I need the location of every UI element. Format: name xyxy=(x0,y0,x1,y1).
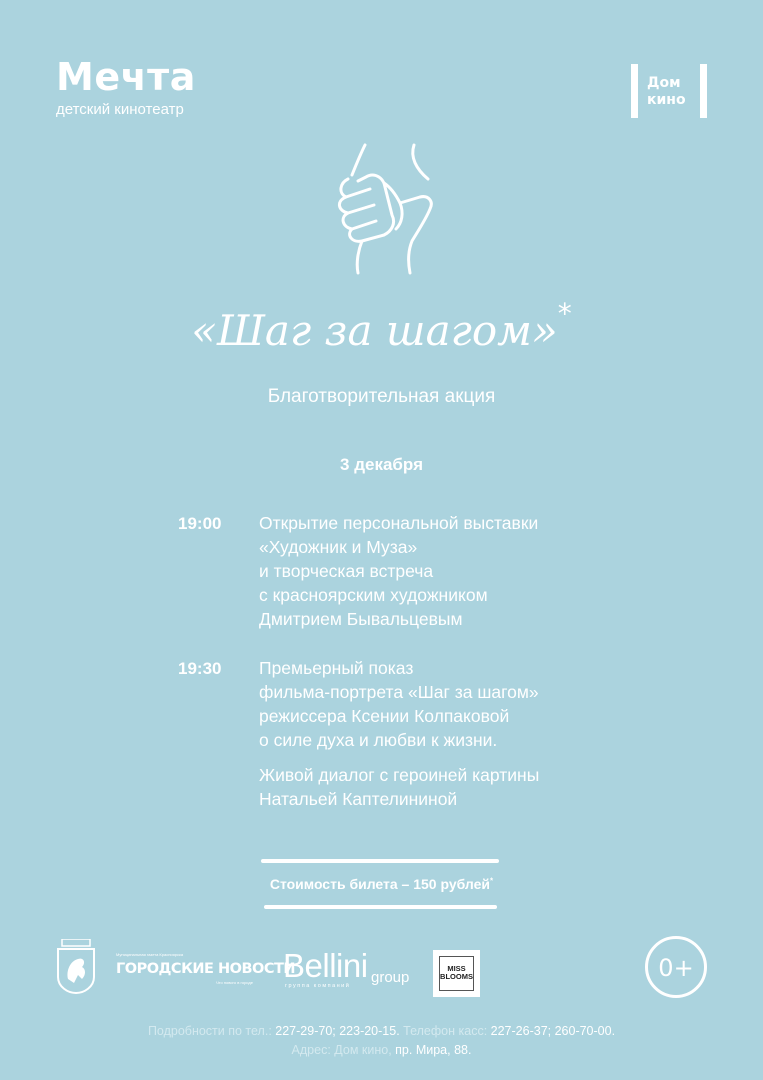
schedule-line: и творческая встреча xyxy=(259,561,434,581)
ticket-price-text: Стоимость билета – 150 рублей xyxy=(269,876,491,892)
logo-bar-right xyxy=(700,64,707,118)
event-subtitle: Благотворительная акция xyxy=(267,386,496,407)
brush-divider-top xyxy=(261,859,499,863)
event-title xyxy=(0,297,763,355)
footer-phones-label: Подробности по тел.: xyxy=(147,1024,272,1038)
event-date: 3 декабря xyxy=(340,455,423,474)
schedule-line: Дмитрием Бывальцевым xyxy=(259,609,463,629)
schedule-line: Премьерный показ xyxy=(259,658,414,678)
brand-subtitle: детский кинотеатр xyxy=(56,101,184,118)
schedule-line: о силе духа и любви к жизни. xyxy=(259,730,498,750)
gorodskie-novosti-logo xyxy=(116,952,296,988)
ticket-price-mark: * xyxy=(490,876,494,886)
bellini-group: group xyxy=(371,969,410,986)
footer-box-office-value: 227-26-37; 260-70-00. xyxy=(490,1024,616,1038)
ticket-price xyxy=(0,876,763,892)
age-rating-text: 0+ xyxy=(658,954,694,982)
miss-blooms-frame xyxy=(439,956,474,991)
schedule-line: фильма-портрета «Шаг за шагом» xyxy=(259,682,539,702)
schedule-line: Открытие персональной выставки xyxy=(259,513,539,533)
schedule-description-1 xyxy=(259,511,538,631)
bellini-sub: группа компаний xyxy=(285,983,351,989)
schedule-line: Живой диалог с героиней картины xyxy=(259,765,540,785)
event-title-mark: * xyxy=(557,297,572,330)
brand-title: Мечта xyxy=(56,55,196,99)
dom-kino-line1: Дом xyxy=(647,75,681,91)
dom-kino-text xyxy=(647,75,686,109)
logo-bar-left xyxy=(631,64,638,118)
hands-holding-icon xyxy=(330,143,435,275)
dom-kino-logo xyxy=(631,64,707,118)
bellini-name: Bellini xyxy=(283,947,368,984)
footer-address xyxy=(0,1043,763,1057)
schedule-line: Натальей Каптелининой xyxy=(259,789,458,809)
schedule-time-2: 19:30 xyxy=(178,659,222,678)
brush-divider-bottom xyxy=(264,905,497,909)
schedule-extra-2 xyxy=(259,763,539,811)
schedule-line: режиссера Ксении Колпаковой xyxy=(259,706,510,726)
footer-box-office-label: Телефон касс: xyxy=(403,1024,488,1038)
schedule-line: с красноярским художником xyxy=(259,585,488,605)
schedule-description-2 xyxy=(259,656,539,752)
miss-blooms-text: MISS BLOOMS xyxy=(440,964,473,981)
city-coat-of-arms-logo xyxy=(56,939,96,994)
footer-phones xyxy=(0,1024,763,1038)
miss-blooms-logo xyxy=(433,950,480,997)
footer-phones-value: 227-29-70; 223-20-15. xyxy=(275,1024,400,1038)
event-title-text: «Шаг за шагом» xyxy=(191,306,558,355)
footer-address-label: Адрес: Дом кино, xyxy=(291,1043,392,1057)
gn-caption: Муниципальная газета Красноярска xyxy=(116,952,184,957)
schedule-time-1: 19:00 xyxy=(178,514,222,533)
age-rating-badge xyxy=(644,935,708,999)
gn-tagline: Что нового в городе xyxy=(216,980,253,985)
schedule-line: «Художник и Муза» xyxy=(259,537,418,557)
gn-title: ГОРОДСКИЕ НОВОСТИ xyxy=(116,961,296,977)
bellini-group-logo xyxy=(283,947,413,992)
dom-kino-line2: кино xyxy=(647,92,686,108)
footer-address-value: пр. Мира, 88. xyxy=(395,1043,472,1057)
